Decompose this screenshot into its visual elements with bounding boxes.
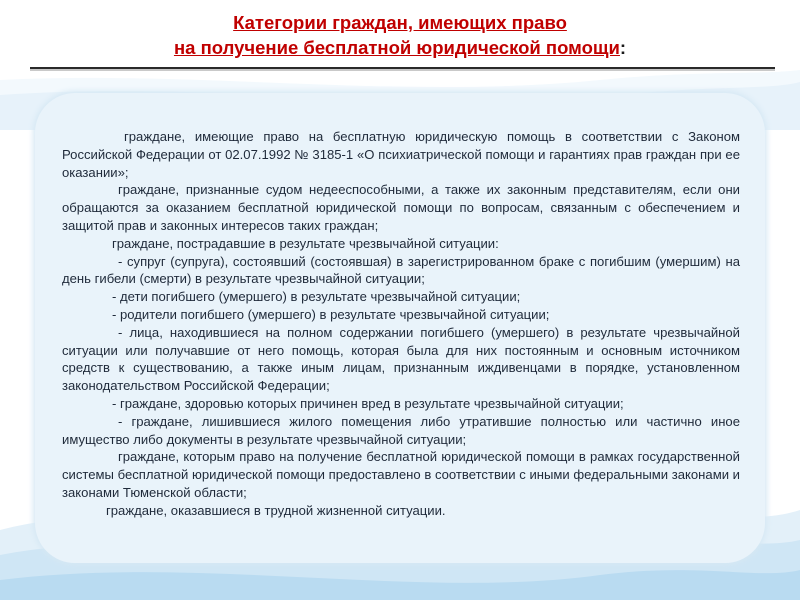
category-paragraph: - родители погибшего (умершего) в результате чрезвычайной ситуации; — [112, 306, 550, 322]
category-paragraph: - граждане, здоровью которых причинен вред в результате чрезвычайной ситуации; — [112, 395, 624, 411]
category-paragraph: граждане, которым право на получение бесплатной юридической помощи в рамках государственной системы бесплатной юридической помощи предоставлено в соответствии с иными федеральными законами и законами Тюменской области; — [62, 449, 740, 500]
category-paragraph: - лица, находившиеся на полном содержании погибшего (умершего) в результате чрезвычайной ситуации или получавшие от него помощь, которая была для них постоянным и основным источником средств к существованию, а также иным лицам, признанным иждивенцами в порядке, установленном законодательством Российской Федерации; — [62, 324, 740, 394]
title-colon: : — [619, 37, 627, 58]
category-paragraph: - дети погибшего (умершего) в результате чрезвычайной ситуации; — [112, 289, 521, 305]
category-paragraph: - граждане, лишившиеся жилого помещения либо утратившие полностью или частично иное имущество либо документы в результате чрезвычайной ситуации; — [62, 413, 740, 447]
categories-text — [62, 128, 740, 520]
title-line-2-text: на получение бесплатной юридической помощи — [173, 37, 620, 58]
category-paragraph: граждане, признанные судом недееспособными, а также их законным представителям, если они обращаются за оказанием бесплатной юридической помощи по вопросам, связанным с обеспечением и защитой прав и законных интересов таких граждан; — [62, 182, 740, 233]
category-paragraph: граждане, оказавшиеся в трудной жизненной ситуации. — [106, 502, 446, 518]
category-paragraph: - супруг (супруга), состоявший (состоявшая) в зарегистрированном браке с погибшим (умершим) на день гибели (смерти) в результате чрезвычайной ситуации; — [62, 253, 740, 287]
category-paragraph: граждане, пострадавшие в результате чрезвычайной ситуации: — [112, 235, 499, 251]
category-paragraph: граждане, имеющие право на бесплатную юридическую помощь в соответствии с Законом Российской Федерации от 02.07.1992 № 3185-1 «О психиатрической помощи и гарантиях прав граждан при ее оказании»; — [62, 129, 740, 180]
title-line-2 — [174, 35, 620, 60]
title-divider-shadow — [30, 69, 775, 71]
slide-title — [0, 10, 800, 60]
title-line-1: Категории граждан, имеющих право — [233, 12, 567, 33]
